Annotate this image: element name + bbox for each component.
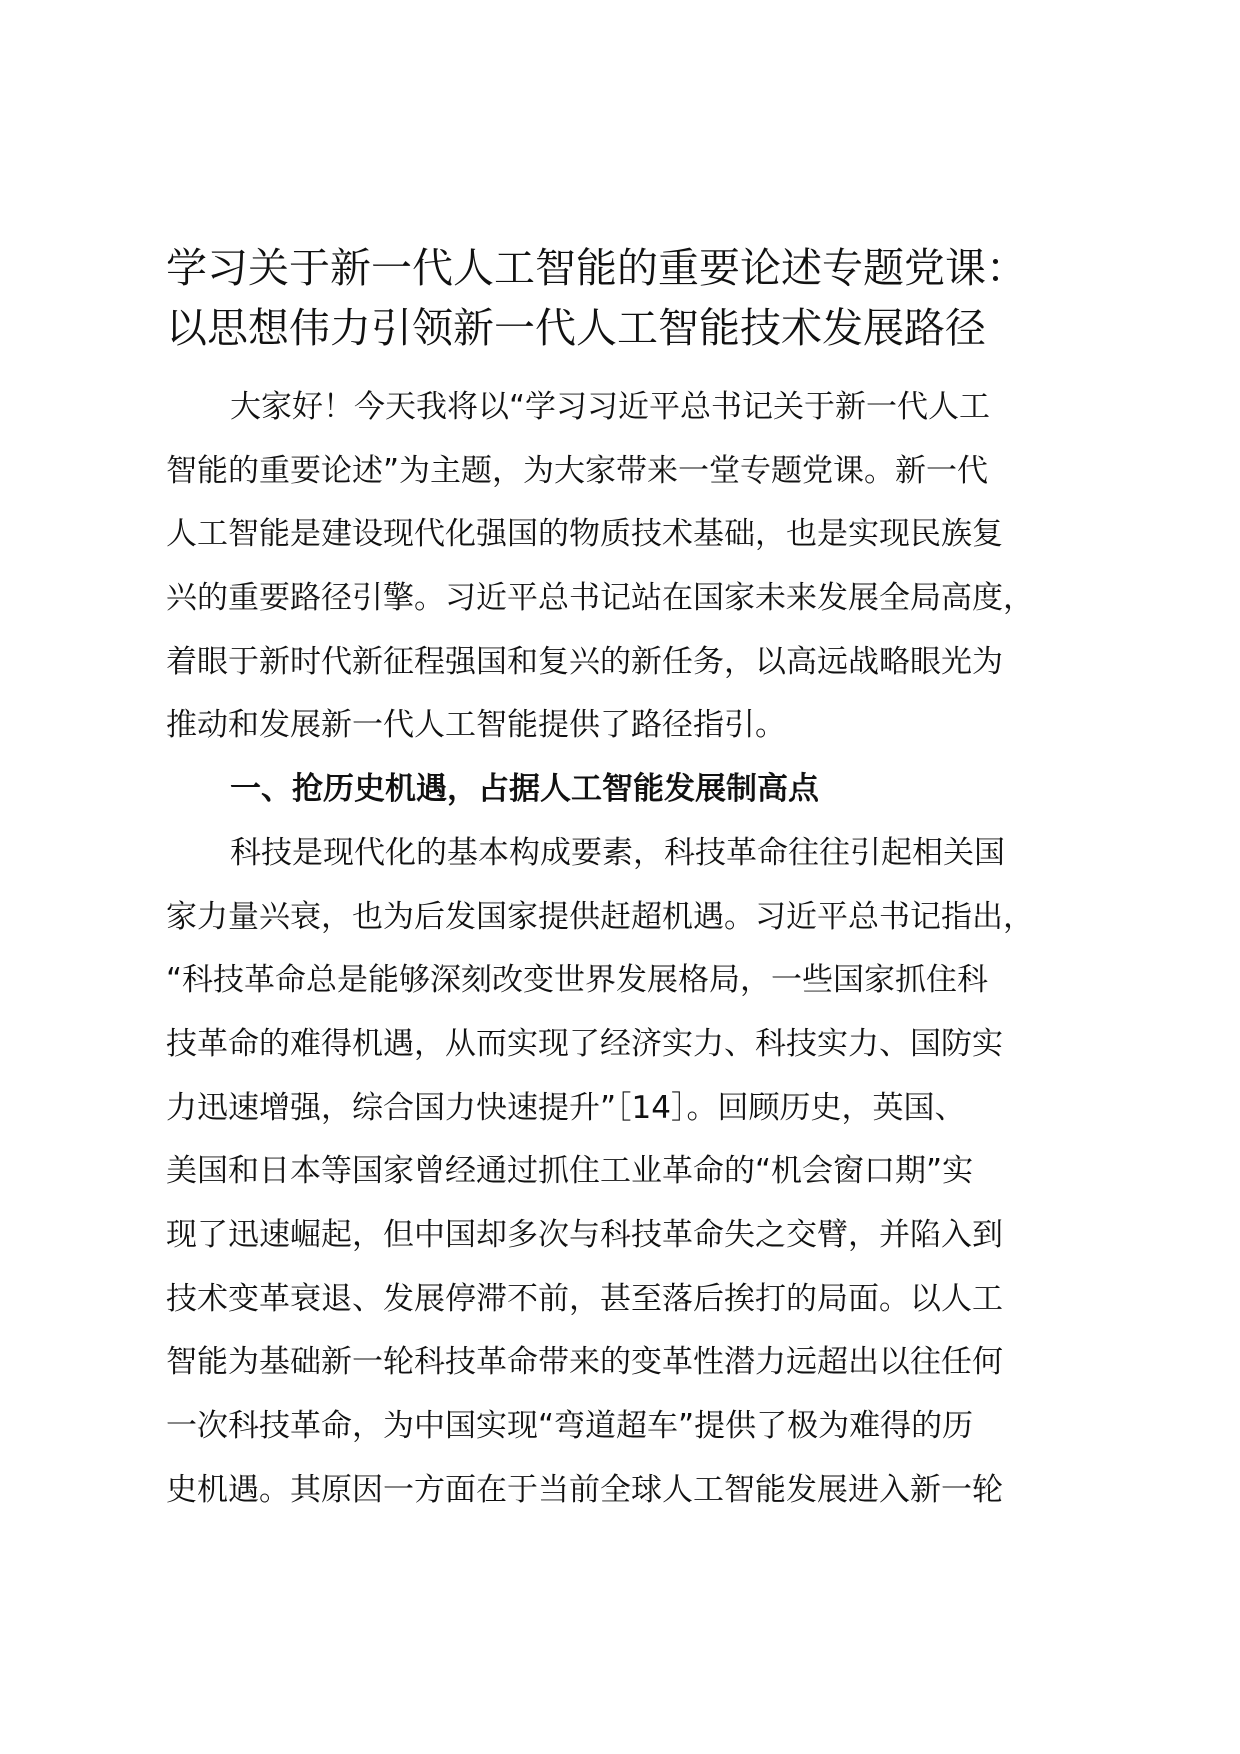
section-paragraph-line: 家力量兴衰，也为后发国家提供赶超机遇。习近平总书记指出， <box>166 898 1034 935</box>
document-title <box>166 238 1126 358</box>
intro-paragraph-line: 推动和发展新一代人工智能提供了路径指引。 <box>166 707 786 744</box>
intro-paragraph-line: 着眼于新时代新征程强国和复兴的新任务，以高远战略眼光为 <box>166 643 1003 680</box>
intro-paragraph-line: 兴的重要路径引擎。习近平总书记站在国家未来发展全局高度， <box>166 580 1034 617</box>
section-paragraph-line: 智能为基础新一轮科技革命带来的变革性潜力远超出以往任何 <box>166 1344 1003 1381</box>
document-body <box>166 376 1126 1522</box>
section-paragraph-line: 史机遇。其原因一方面在于当前全球人工智能发展进入新一轮 <box>166 1471 1003 1508</box>
section-paragraph-line: “科技革命总是能够深刻改变世界发展格局，一些国家抓住科 <box>166 962 989 999</box>
section-heading: 一、抢历史机遇，占据人工智能发展制高点 <box>230 771 819 808</box>
title-line-2: 以思想伟力引领新一代人工智能技术发展路径 <box>166 304 986 352</box>
section-paragraph-line: 技术变革衰退、发展停滞不前，甚至落后挨打的局面。以人工 <box>166 1280 1003 1317</box>
intro-paragraph-line: 智能的重要论述”为主题，为大家带来一堂专题党课。新一代 <box>166 452 989 489</box>
title-line-1: 学习关于新一代人工智能的重要论述专题党课： <box>166 244 1027 292</box>
section-paragraph-line: 力迅速增强，综合国力快速提升”［14］。回顾历史，英国、 <box>166 1089 966 1126</box>
intro-paragraph-line: 人工智能是建设现代化强国的物质技术基础，也是实现民族复 <box>166 516 1003 553</box>
intro-paragraph-line: 大家好！今天我将以“学习习近平总书记关于新一代人工 <box>230 389 991 425</box>
section-paragraph-line: 科技是现代化的基本构成要素，科技革命往往引起相关国 <box>230 834 1005 871</box>
section-paragraph-line: 技革命的难得机遇，从而实现了经济实力、科技实力、国防实 <box>166 1025 1003 1062</box>
section-paragraph-line: 一次科技革命，为中国实现“弯道超车”提供了极为难得的历 <box>166 1408 974 1444</box>
section-paragraph-line: 美国和日本等国家曾经通过抓住工业革命的“机会窗口期”实 <box>166 1153 974 1190</box>
section-paragraph-line: 现了迅速崛起，但中国却多次与科技革命失之交臂，并陷入到 <box>166 1216 1003 1253</box>
